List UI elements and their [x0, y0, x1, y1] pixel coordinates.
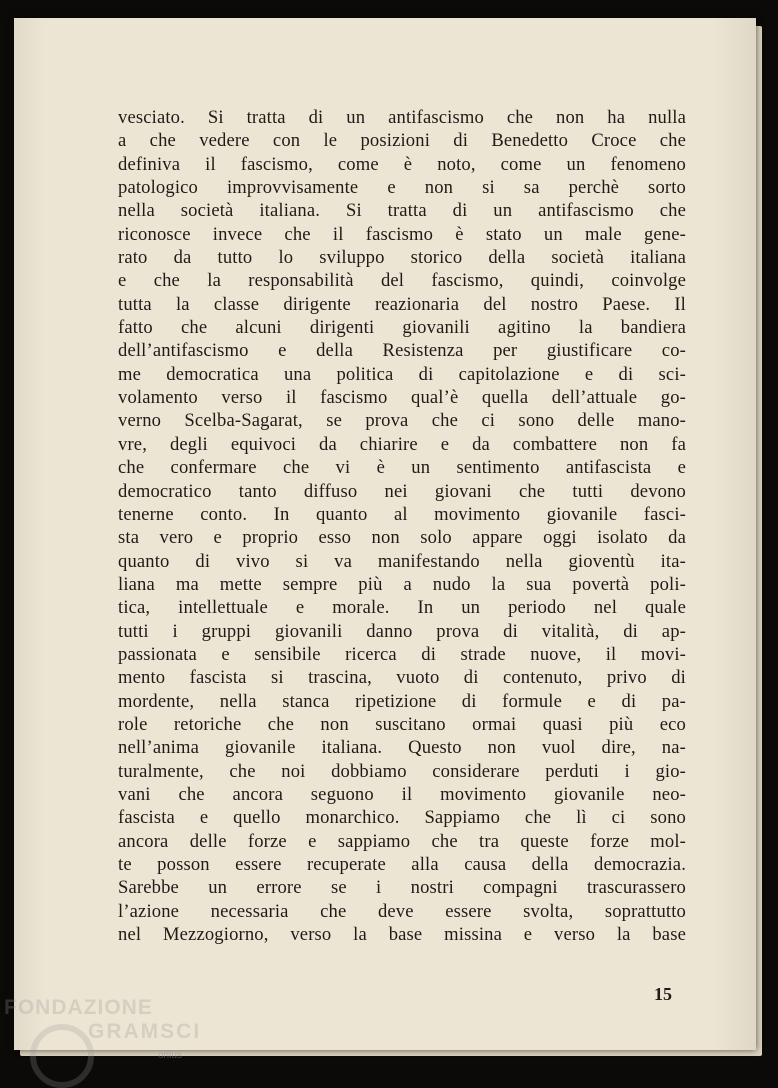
- watermark-text-gramsci: GRAMSCI: [88, 1020, 202, 1043]
- text-line: a che vedere con le posizioni di Benedetto Croce che: [118, 130, 686, 152]
- text-line: volamento verso il fascismo qual’è quella dell’attuale go-: [118, 387, 686, 409]
- text-line: liana ma mette sempre più a nudo la sua povertà poli-: [118, 573, 686, 595]
- text-line: vani che ancora seguono il movimento giovanile neo-: [118, 783, 686, 805]
- text-line: tica, intellettuale e morale. In un periodo nel quale: [118, 597, 686, 619]
- text-line: dell’antifascismo e della Resistenza per giustificare co-: [118, 340, 686, 362]
- text-line: rato da tutto lo sviluppo storico della società italiana: [118, 247, 686, 269]
- text-line: te posson essere recuperate alla causa della democrazia.: [118, 854, 686, 875]
- text-line: tutta la classe dirigente reazionaria del nostro Paese. Il: [118, 293, 686, 315]
- text-line: verno Scelba-Sagarat, se prova che ci sono delle mano-: [118, 410, 686, 432]
- text-line: turalmente, che noi dobbiamo considerare perduti i gio-: [118, 760, 686, 782]
- text-line: nella società italiana. Si tratta di un antifascismo che: [118, 200, 686, 222]
- text-line: vesciato. Si tratta di un antifascismo che non ha nulla: [118, 107, 686, 128]
- text-line: tenerne conto. In quanto al movimento giovanile fasci-: [118, 503, 686, 525]
- text-line: me democratica una politica di capitolazione e di sci-: [118, 363, 686, 385]
- document-page: [14, 18, 756, 1050]
- text-line: nel Mezzogiorno, verso la base missina e verso la base: [118, 924, 686, 946]
- text-line: tutti i gruppi giovanili danno prova di vitalità, di ap-: [118, 620, 686, 642]
- text-line: fatto che alcuni dirigenti giovanili agitino la bandiera: [118, 317, 686, 339]
- watermark-text-onlus: onlus: [158, 1050, 182, 1061]
- text-line: ancora delle forze e sappiamo che tra queste forze mol-: [118, 830, 686, 852]
- body-text: [118, 106, 686, 946]
- text-line: che confermare che vi è un sentimento antifascista e: [118, 457, 686, 479]
- text-line: vre, degli equivoci da chiarire e da combattere non fa: [118, 433, 686, 455]
- text-line: sta vero e proprio esso non solo appare oggi isolato da: [118, 527, 686, 549]
- watermark-text-fondazione: FONDAZIONE: [4, 996, 153, 1019]
- text-line: l’azione necessaria che deve essere svolta, soprattutto: [118, 900, 686, 922]
- text-line: riconosce invece che il fascismo è stato un male gene-: [118, 223, 686, 245]
- text-line: quanto di vivo si va manifestando nella gioventù ita-: [118, 550, 686, 572]
- text-line: e che la responsabilità del fascismo, quindi, coinvolge: [118, 270, 686, 292]
- text-line: role retoriche che non suscitano ormai quasi più eco: [118, 713, 686, 735]
- text-line: fascista e quello monarchico. Sappiamo che lì ci sono: [118, 807, 686, 829]
- text-line: democratico tanto diffuso nei giovani che tutti devono: [118, 480, 686, 502]
- page-number: 15: [654, 984, 672, 1004]
- text-line: nell’anima giovanile italiana. Questo non vuol dire, na-: [118, 737, 686, 759]
- text-line: definiva il fascismo, come è noto, come un fenomeno: [118, 153, 686, 175]
- text-line: mordente, nella stanca ripetizione di formule e di pa-: [118, 690, 686, 712]
- text-line: Sarebbe un errore se i nostri compagni trascurassero: [118, 877, 686, 899]
- text-line: patologico improvvisamente e non si sa perchè sorto: [118, 177, 686, 199]
- text-line: passionata e sensibile ricerca di strade nuove, il movi-: [118, 643, 686, 665]
- text-line: mento fascista si trascina, vuoto di contenuto, privo di: [118, 667, 686, 689]
